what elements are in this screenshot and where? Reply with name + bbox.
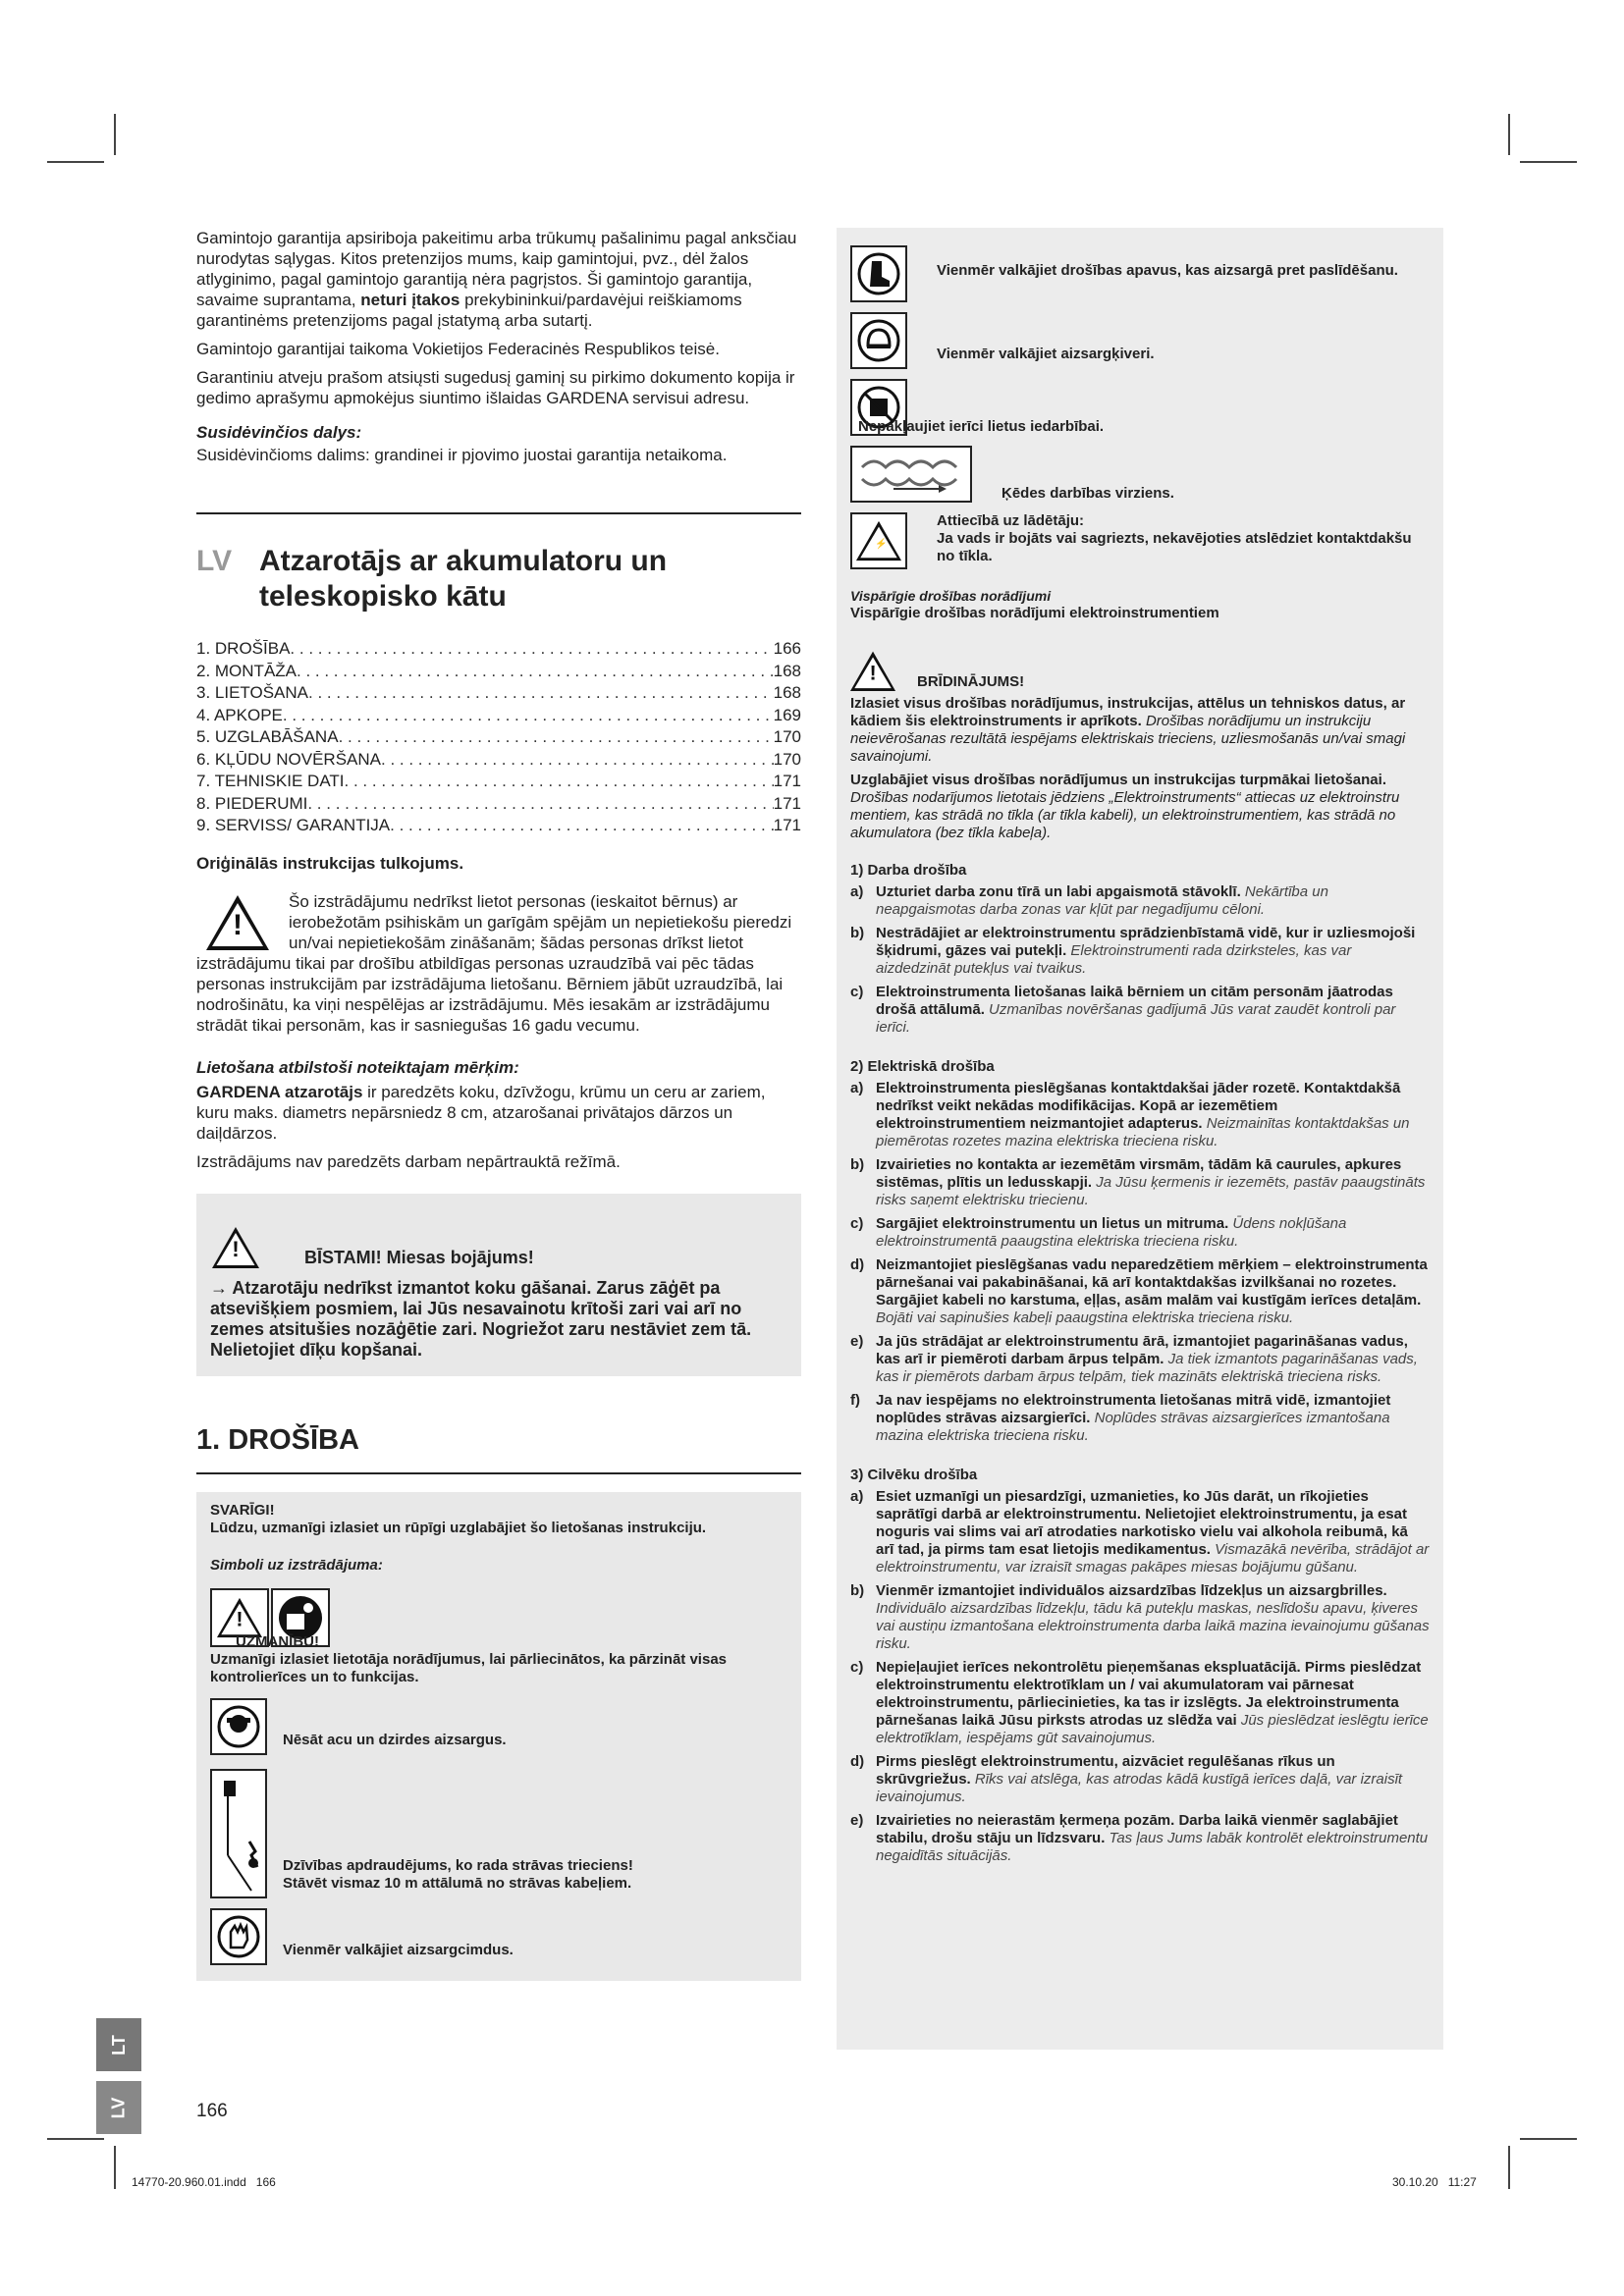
crop-mark	[114, 114, 116, 155]
symbol-rain: Nepakļaujiet ierīci lietus iedarbībai.	[850, 379, 1430, 436]
toc-item: 1. DROŠĪBA . . . 166	[196, 638, 801, 661]
warranty-paragraph-1: Gamintojo garantija apsiriboja pakeitimu arba trūkumų pašalinimu pagal anksčiau nurodytas sąlygas. Kitos pretenzijos mums, kaip gamintojui, pvz., dėl žalos atlyginimo, pagal gamintojo garantiją nėra pagrįstos. Ši gamintojo garantija, savaime suprantama, neturi įtakos prekybininkui/pardavėjui reiškiamoms garantinėms pretenzijoms pagal įstatymą arba sutartį.	[196, 229, 797, 330]
crop-mark	[1520, 161, 1577, 163]
list-item: c) Sargājiet elektroinstrumentu un lietus un mitruma. Ūdens nokļūšana elektroinstrumentā paaugstina elektriska trieciena risku.	[850, 1215, 1347, 1250]
page-number: 166	[196, 2101, 228, 2121]
list-item: c) Elektroinstrumenta lietošanas laikā bērniem un citām personām jāatrodas drošā attālumā. Uzmanības novēršanas gadījumā Jūs varat zaudēt kontroli par ierīci.	[850, 984, 1396, 1036]
crop-mark	[114, 2146, 116, 2189]
danger-text: → Atzarotāju nedrīkst izmantot koku gāšanai. Zarus zāģēt pa atsevišķiem posmiem, lai Jūs nesavainotu krītoši zari vai arī no zemes atsitušies nozāģētie zari. Nogriežot zaru nestāviet zem tā. Nelietojiet dīķu kopšanai.	[210, 1277, 752, 1360]
electrical-safety-list	[850, 1080, 1430, 1445]
symbols-heading: Simboli uz izstrādājuma:	[210, 1556, 383, 1574]
helmet-icon	[850, 312, 907, 369]
list-item: a) Esiet uzmanīgi un piesardzīgi, uzmanieties, ko Jūs darāt, un rīkojieties saprātīgi darbā ar elektroinstrumentu. Nelietojiet elektroinstrumentu, ja esat noguris vai slims vai arī atrodaties narkotisko vielu vai alkohola reibumā, kā arī tad, ja pirms tam esat lietojis medikamentus. Vismazākā nevērība, strādājot ar elektroinstrumentu, var izraisīt smagas pakāpes miesas bojājumu gūšanu.	[850, 1488, 1430, 1575]
warning-icon: !	[850, 636, 913, 691]
toc-item: 7. TEHNISKIE DATI . . . 171	[196, 771, 801, 793]
charger-warning-icon: ⚡	[850, 512, 907, 569]
symbol-eye-ear: Nēsāt acu un dzirdes aizsargus.	[210, 1698, 787, 1755]
right-column	[837, 228, 1443, 2050]
danger-box	[196, 1194, 801, 1376]
list-item: b) Izvairieties no kontakta ar iezemētām virsmām, tādām kā caurules, apkures sistēmas, plītis un ledusskapji. Ja Jūsu ķermenis ir iezemēts, pastāv paaugstināts risks saņemt elektrisku triecienu.	[850, 1156, 1426, 1208]
page-title: LV Atzarotājs ar akumulatoru un teleskopisko kātu	[196, 545, 668, 613]
section-work-safety: 1) Darba drošība	[850, 862, 967, 879]
symbol-electric: Dzīvības apdraudējums, ko rada strāvas trieciens! Stāvēt vismaz 10 m attālumā no strāvas kabeļiem.	[210, 1769, 787, 1898]
list-item: d) Neizmantojiet pieslēgšanas vadu neparedzētiem mērķiem – elektroinstrumenta pārnešanai vai pakabināšanai, kā arī kontaktdakšas izvilkšanai no rozetes. Sargājiet kabeli no karstuma, eļļas, asām malām vai kustīgām ierīces detaļām. Bojāti vai sapinušies kabeļi paaugstina elektriska trieciena risku.	[850, 1256, 1428, 1326]
list-item: e) Ja jūs strādājat ar elektroinstrumentu ārā, izmantojiet pagarināšanas vadus, kas arī ir piemēroti darbam ārpus telpām. Ja tiek izmantots pagarināšanas vads, kas ir piemērots darbam ārpus telpām, tiek mazināts elektriskā trieciena risks.	[850, 1333, 1418, 1385]
symbol-helmet: Vienmēr valkājiet aizsargķiveri.	[850, 312, 1430, 369]
intended-use-text: GARDENA atzarotājs ir paredzēts koku, dzīvžogu, krūmu un ceru ar zariem, kuru maks. diametrs nepārsniedz 8 cm, atzarošanai privātajos dārzos un daiļdārzos.	[196, 1082, 766, 1143]
list-item: d) Pirms pieslēgt elektroinstrumentu, aizvāciet regulēšanas rīkus un skrūvgriežus. Rīks vai atslēga, kas atrodas kādā kustīgā ierīces daļā, var izraisīt ievainojumus.	[850, 1753, 1403, 1805]
warranty-paragraph-3: Garantiniu atveju prašom atsiųsti sugedusį gaminį su pirkimo dokumento kopija ir gedimo aprašymu apmokėjus siuntimo išlaidas GARDENA servisui adresu.	[196, 368, 795, 407]
gloves-icon	[210, 1908, 267, 1965]
toc-item: 5. UZGLABĀŠANA . . . 170	[196, 726, 801, 749]
intended-use-text-2: Izstrādājums nav paredzēts darbam nepārtrauktā režīmā.	[196, 1151, 621, 1171]
left-column	[196, 228, 801, 1981]
footer-date: 30.10.20 11:27	[1392, 2175, 1477, 2189]
danger-icon: !	[212, 1213, 275, 1268]
language-tab-lv[interactable]: LV	[96, 2081, 141, 2134]
toc-item: 8. PIEDERUMI . . . 171	[196, 793, 801, 816]
crop-mark	[1508, 2146, 1510, 2189]
warning-icon: !	[206, 895, 269, 950]
symbol-chain: Ķēdes darbības virziens.	[850, 446, 1430, 503]
list-item: a) Elektroinstrumenta pieslēgšanas kontaktdakšai jāder rozetē. Kontaktdakšā nedrīkst veikt nekādas modifikācijas. Kopā ar iezemētiem elektroinstrumentiem neizmantojiet adapterus. Neizmainītas kontaktdakšas un piemērotas rozetes mazina elektriska trieciena risku.	[850, 1080, 1410, 1149]
list-item: e) Izvairieties no neierastām ķermeņa pozām. Darba laikā vienmēr saglabājiet stabilu, drošu stāju un līdzsvaru. Tas ļaus Jums labāk kontrolēt elektroinstrumentu negaidītās situācijās.	[850, 1812, 1429, 1864]
section-1-title: 1. DROŠĪBA	[196, 1423, 801, 1474]
caution-label: UZMANĪBU!	[236, 1632, 319, 1650]
list-item: c) Nepieļaujiet ierīces nekontrolētu pieņemšanas ekspluatācijā. Pirms pieslēdzat elektroinstrumentu elektrotīklam un / vai akumulatoram vai pārnesat elektroinstrumentu, pārliecinieties, ka tas ir izslēgts. Ja elektroinstrumenta pārnešanas laikā Jūsu pirksts atrodas uz slēdža vai Jūs pieslēdzat ieslēgtu ierīce elektrotīklam, iespējams gūt savainojumus.	[850, 1659, 1429, 1746]
important-box: SVARĪGI! Lūdzu, uzmanīgi izlasiet un rūpīgi uzglabājiet šo lietošanas instrukciju. Simboli uz izstrādājuma: ! UZMANĪBU! Uzmanīgi izlasiet lietotāja norādījumus, lai pārliecinātos, ka pārzināt visas kontrolierīces un to funkcijas. Nēsāt acu un dzirdes aizsargus. Dzīvības apdraudējums, ko rada strāvas trieciens! Stāvēt vismaz 10 m attālumā no strāvas kabeļiem. Vienmēr valkājiet aizsargcimdus.	[196, 1492, 801, 1981]
section-personal-safety: 3) Cilvēku drošība	[850, 1467, 978, 1483]
user-warning: ! Šo izstrādājumu nedrīkst lietot personas (ieskaitot bērnus) ar ierobežotām psihiskām un garīgām spējām un nepietiekošu pieredzi un/vai nepietiekošām zināšanām; šādas personas drīkst lietot izstrādājumu tikai par drošību atbildīgas personas uzraudzībā vai pēc tādas personas instrukcijām par izstrādājuma lietošanu. Bērniem jābūt uzraudzībā, lai nodrošinātu, ka viņi nespēlējas ar izstrādājumu. Mēs iesakām ar izstrādājumu strādāt tikai personām, kas ir sasniegušas 16 gadu vecumu.	[196, 891, 792, 1035]
list-item: b) Nestrādājiet ar elektroinstrumentu sprādzienbīstamā vidē, kur ir uzliesmojoši šķidrumi, gāzes vai putekļi. Elektroinstrumenti rada dzirksteles, kas var aizdedzināt putekļus vai tvaikus.	[850, 925, 1416, 977]
work-safety-list	[850, 883, 1430, 1037]
crop-mark	[47, 161, 104, 163]
list-item: f) Ja nav iespējams no elektroinstrumenta lietošanas mitrā vidē, izmantojiet noplūdes strāvas aizsargierīci. Noplūdes strāvas aizsargierīces izmantošana mazina elektriska trieciena risku.	[850, 1392, 1391, 1444]
chain-direction-icon	[850, 446, 972, 503]
power-line-icon	[210, 1769, 267, 1898]
divider	[196, 512, 801, 514]
safety-boots-icon	[850, 245, 907, 302]
crop-mark	[1508, 114, 1510, 155]
danger-title: BĪSTAMI! Miesas bojājums!	[304, 1247, 534, 1267]
ear-protection-icon	[210, 1698, 267, 1755]
warning-block: ! BRĪDINĀJUMS! Izlasiet visus drošības norādījumus, instrukcijas, attēlus un tehniskos datus, ar kādiem šis elektroinstruments ir aprīkots. Drošības norādījumu un instrukciju neievērošanas rezultātā iespējams elektriskais trieciens, uzliesmošanās un/vai smagi savainojumi. Uzglabājiet visus drošības norādījumus un instrukcijas turpmākai lietošanai. Drošības nodarījumos lietotais jēdziens „Elektroinstruments“ attiecas uz elektroinstru mentiem, kas strādā no tīkla (ar tīkla kabeli), un elektroinstrumentiem, kas strādā no akumulatora (bez tīkla kabeļa).	[850, 636, 1430, 842]
symbol-charger: ⚡ Attiecībā uz lādētāju: Ja vads ir bojāts vai sagriezts, nekavējoties atslēdziet kontaktdakšu no tīkla.	[850, 512, 1430, 569]
symbol-boots: Vienmēr valkājiet drošības apavus, kas aizsargā pret paslīdēšanu.	[850, 245, 1430, 302]
language-tab-lt[interactable]: LT	[96, 2018, 141, 2071]
personal-safety-list	[850, 1488, 1430, 1865]
crop-mark	[1520, 2138, 1577, 2140]
wear-parts-text: Susidėvinčioms dalims: grandinei ir pjovimo juostai garantija netaikoma.	[196, 446, 728, 464]
warning-icon: !	[210, 1588, 269, 1647]
symbol-gloves: Vienmēr valkājiet aizsargcimdus.	[210, 1908, 787, 1965]
original-instructions-heading: Oriģinālās instrukcijas tulkojums.	[196, 853, 464, 873]
toc-item: 9. SERVISS/ GARANTIJA . . . 171	[196, 815, 801, 837]
toc-item: 3. LIETOŠANA . . . 168	[196, 682, 801, 705]
general-safety-heading: Vispārīgie drošības norādījumi elektroinstrumentiem	[850, 605, 1219, 621]
symbol-caution: ! UZMANĪBU! Uzmanīgi izlasiet lietotāja norādījumus, lai pārliecinātos, ka pārzināt visas kontrolierīces un to funkcijas.	[210, 1588, 787, 1686]
list-item: b) Vienmēr izmantojiet individuālos aizsardzības līdzekļus un aizsargbrilles. Individuālo aizsardzības līdzekļu, tādu kā putekļu maskas, neslīdošu apavu, ķiveres vai austiņu izmantošana elektroinstrumenta darba laikā mazina ievainojumu gūšanas risku.	[850, 1582, 1430, 1652]
footer-file: 14770-20.960.01.indd 166	[132, 2175, 276, 2189]
intended-use-heading: Lietošana atbilstoši noteiktajam mērķim:	[196, 1057, 519, 1077]
toc-item: 4. APKOPE . . . 169	[196, 705, 801, 727]
list-item: a) Uzturiet darba zonu tīrā un labi apgaismotā stāvoklī. Nekārtība un neapgaismotas darba zonas var kļūt par negadījumu cēloni.	[850, 883, 1328, 918]
section-electrical-safety: 2) Elektriskā drošība	[850, 1058, 995, 1075]
toc-item: 2. MONTĀŽA . . . 168	[196, 661, 801, 683]
crop-mark	[47, 2138, 104, 2140]
table-of-contents	[196, 638, 801, 837]
warranty-paragraph-2: Gamintojo garantijai taikoma Vokietijos Federacinės Respublikos teisė.	[196, 340, 720, 358]
toc-item: 6. KĻŪDU NOVĒRŠANA . . . 170	[196, 749, 801, 772]
general-safety-heading-italic: Vispārīgie drošības norādījumi	[850, 588, 1052, 604]
wear-parts-heading: Susidėvinčios dalys:	[196, 423, 362, 442]
